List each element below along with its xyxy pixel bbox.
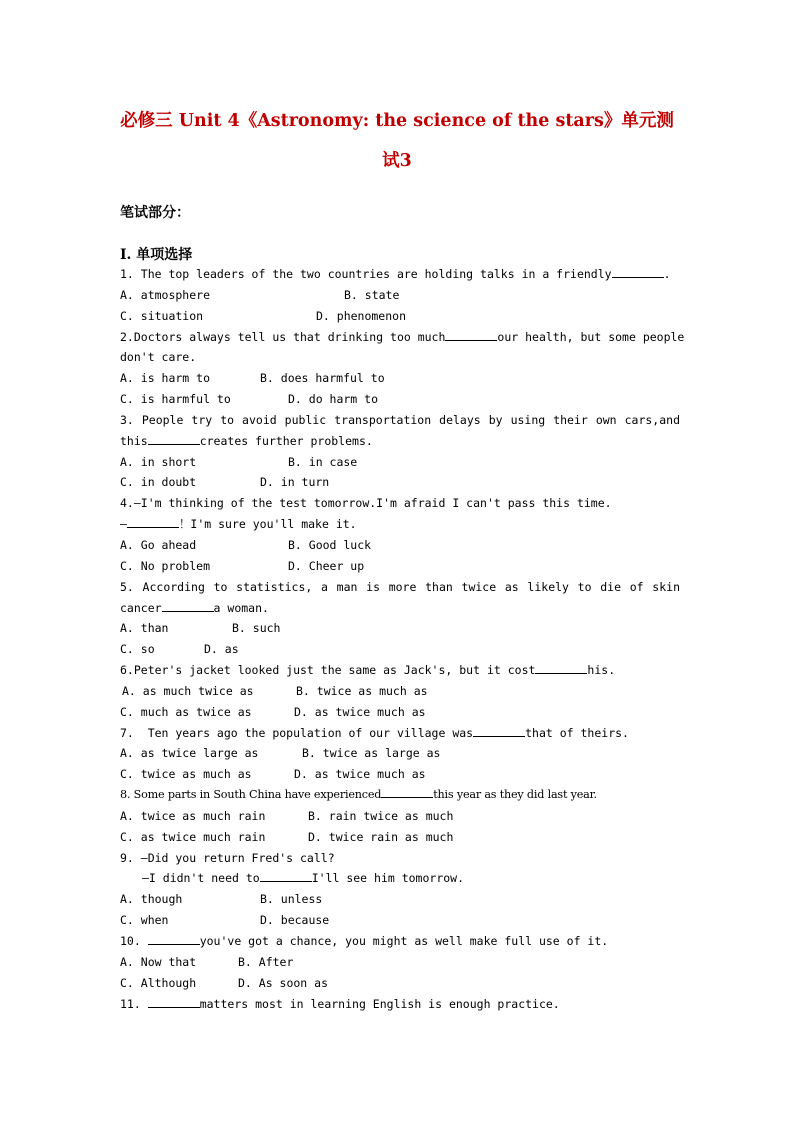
- answer-blank: [148, 932, 200, 945]
- question-2-options-row2: C. is harmful to D. do harm to: [120, 392, 379, 407]
- question-9-options-row2: C. when D. because: [120, 913, 330, 928]
- question-9-options-row1: A. though B. unless: [120, 892, 323, 907]
- section-part1-heading: I. 单项选择: [120, 247, 193, 263]
- answer-blank: [473, 724, 525, 737]
- answer-blank: [612, 265, 664, 278]
- question-7-options-row1: A. as twice large as B. twice as large as: [120, 746, 441, 761]
- question-11-stem: 11. matters most in learning English is enough practice.: [120, 996, 560, 1011]
- question-3-options-row2: C. in doubt D. in turn: [120, 475, 330, 490]
- question-6-options-row1: A. as much twice as B. twice as much as: [122, 683, 428, 698]
- question-1-options-row1: A. atmosphere B. state: [120, 287, 400, 302]
- question-5-stem-cont: cancer a woman.: [120, 600, 269, 615]
- question-4-options-row2: C. No problem D. Cheer up: [120, 558, 365, 573]
- question-1-options-row2: C. situation D. phenomenon: [120, 308, 407, 323]
- question-6-stem: 6.Peter's jacket looked just the same as Jack's, but it cost his.: [120, 663, 616, 678]
- question-3-options-row1: A. in short B. in case: [120, 454, 358, 469]
- question-9-stem: 9. —Did you return Fred's call?: [120, 850, 335, 865]
- question-3-stem-cont: this creates further problems.: [120, 433, 373, 448]
- question-10-options-row1: A. Now that B. After: [120, 954, 294, 969]
- question-1-stem: 1. The top leaders of the two countries are holding talks in a friendly .: [120, 267, 671, 281]
- question-7-options-row2: C. twice as much as D. as twice much as: [120, 767, 426, 782]
- question-4-stem: 4.—I'm thinking of the test tomorrow.I'm afraid I can't pass this time.: [120, 496, 612, 511]
- question-6-options-row2: C. much as twice as D. as twice much as: [120, 704, 426, 719]
- answer-blank: [148, 995, 200, 1008]
- question-10-options-row2: C. Although D. As soon as: [120, 975, 329, 990]
- page-title: 必修三 Unit 4《Astronomy: the science of the stars》单元测: [120, 111, 674, 131]
- question-10-stem: 10. you've got a chance, you might as well make full use of it.: [120, 934, 609, 948]
- question-8-stem: 8. Some parts in South China have experienced this year as they did last year.: [120, 785, 680, 806]
- question-7-stem: 7. Ten years ago the population of our village was that of theirs.: [120, 725, 629, 740]
- question-3-stem: 3. People try to avoid public transportation delays by using their own cars,and: [120, 412, 680, 427]
- question-5-options-row1: A. than B. such: [120, 621, 281, 636]
- question-list: [120, 264, 685, 1014]
- question-2-stem-cont: don't care.: [120, 350, 197, 365]
- question-4-stem-cont: — ！I'm sure you'll make it.: [120, 517, 357, 532]
- section-written: 笔试部分：: [120, 205, 190, 221]
- answer-blank: [127, 515, 179, 528]
- question-5-options-row2: C. so D. as: [120, 642, 239, 657]
- question-8-options-row2: C. as twice much rain D. twice rain as much: [120, 829, 454, 844]
- answer-blank: [260, 869, 312, 882]
- question-4-options-row1: A. Go ahead B. Good luck: [120, 537, 372, 552]
- answer-blank: [445, 328, 497, 341]
- question-5-stem: 5. According to statistics, a man is more than twice as likely to die of skin: [120, 579, 680, 594]
- question-8-options-row1: A. twice as much rain B. rain twice as much: [120, 808, 454, 823]
- question-9-stem-cont: —I didn't need to I'll see him tomorrow.: [142, 871, 465, 886]
- answer-blank: [162, 599, 214, 612]
- page-title-continued: 试3: [382, 151, 412, 171]
- question-2-options-row1: A. is harm to B. does harmful to: [120, 371, 385, 386]
- answer-blank: [535, 661, 587, 674]
- question-2-stem: 2.Doctors always tell us that drinking too much our health, but some people: [120, 329, 685, 344]
- answer-blank: [381, 785, 433, 798]
- answer-blank: [148, 432, 200, 445]
